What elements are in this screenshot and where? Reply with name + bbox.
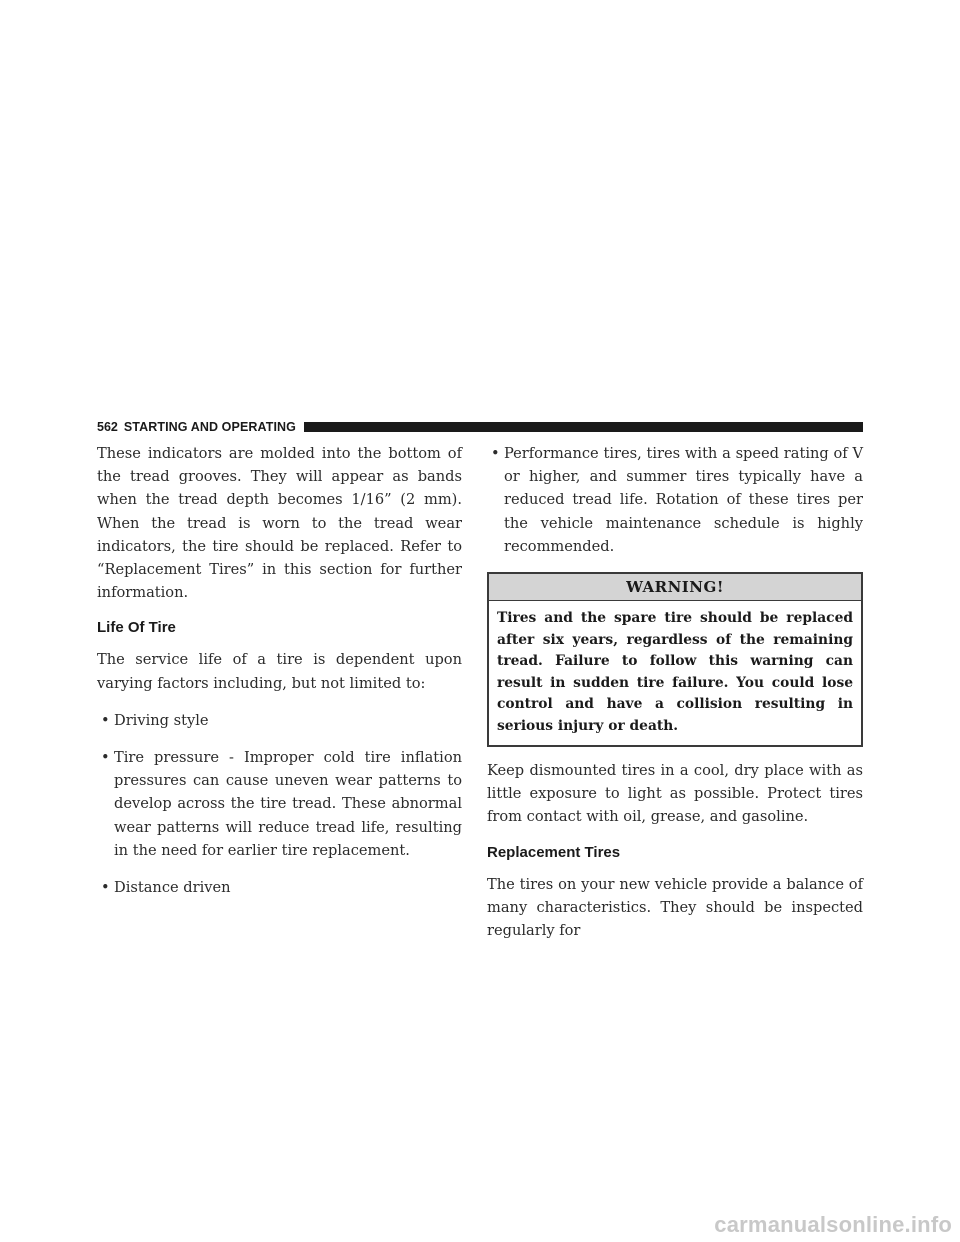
bullet-icon: •	[101, 711, 110, 729]
replacement-tires-paragraph: The tires on your new vehicle provide a balance of many characteristics. They should be inspected regularly for	[487, 875, 863, 940]
page-header	[97, 419, 863, 435]
page-number: 562	[97, 420, 118, 434]
tread-indicator-paragraph: These indicators are molded into the bottom of the tread grooves. They will appear as bands when the tread depth becomes 1/16” (2 mm). When the tread is worn to the tread wear indicators, the tire should be replaced. Refer to “Replacement Tires” in this section for further information.	[97, 445, 462, 602]
bullet-icon: •	[491, 445, 500, 462]
life-of-tire-paragraph: The service life of a tire is dependent upon varying factors including, but not limited to:	[97, 651, 462, 692]
bullet-icon: •	[101, 879, 110, 897]
storage-paragraph: Keep dismounted tires in a cool, dry place with as little exposure to light as possible. Protect tires from contact with oil, grease, and gasoline.	[487, 762, 863, 826]
right-column	[487, 442, 863, 956]
list-item-text: Driving style	[114, 711, 209, 729]
performance-list	[487, 442, 863, 558]
warning-title: WARNING!	[489, 574, 861, 601]
header-rule	[304, 422, 863, 432]
list-item	[97, 746, 462, 862]
warning-text: Tires and the spare tire should be replaced after six years, regardless of the remaining tread. Failure to follow this warning can result in sudden tire failure. You could lose control and have a collision resulting in serious injury or death.	[497, 610, 853, 734]
factor-list	[97, 709, 462, 899]
left-column	[97, 442, 462, 913]
bullet-icon: •	[101, 749, 110, 767]
list-item	[97, 709, 462, 732]
list-item-text: Performance tires, tires with a speed rating of V or higher, and summer tires typically have a reduced tread life. Rotation of these tires per the vehicle maintenance schedule is highly recommended.	[504, 445, 863, 555]
list-item	[97, 876, 462, 899]
list-item	[487, 442, 863, 558]
warning-box	[487, 572, 863, 747]
list-item-text: Distance driven	[114, 879, 231, 897]
section-title: STARTING AND OPERATING	[123, 420, 296, 434]
list-item-text: Tire pressure - Improper cold tire inflation pressures can cause uneven wear patterns to develop across the tire tread. These abnormal wear patterns will reduce tread life, resulting in the need for earlier tire replacement.	[114, 749, 462, 859]
replacement-tires-heading: Replacement Tires	[487, 843, 621, 861]
life-of-tire-heading: Life Of Tire	[97, 619, 176, 637]
watermark-logo: carmanualsonline.info	[714, 1212, 952, 1237]
